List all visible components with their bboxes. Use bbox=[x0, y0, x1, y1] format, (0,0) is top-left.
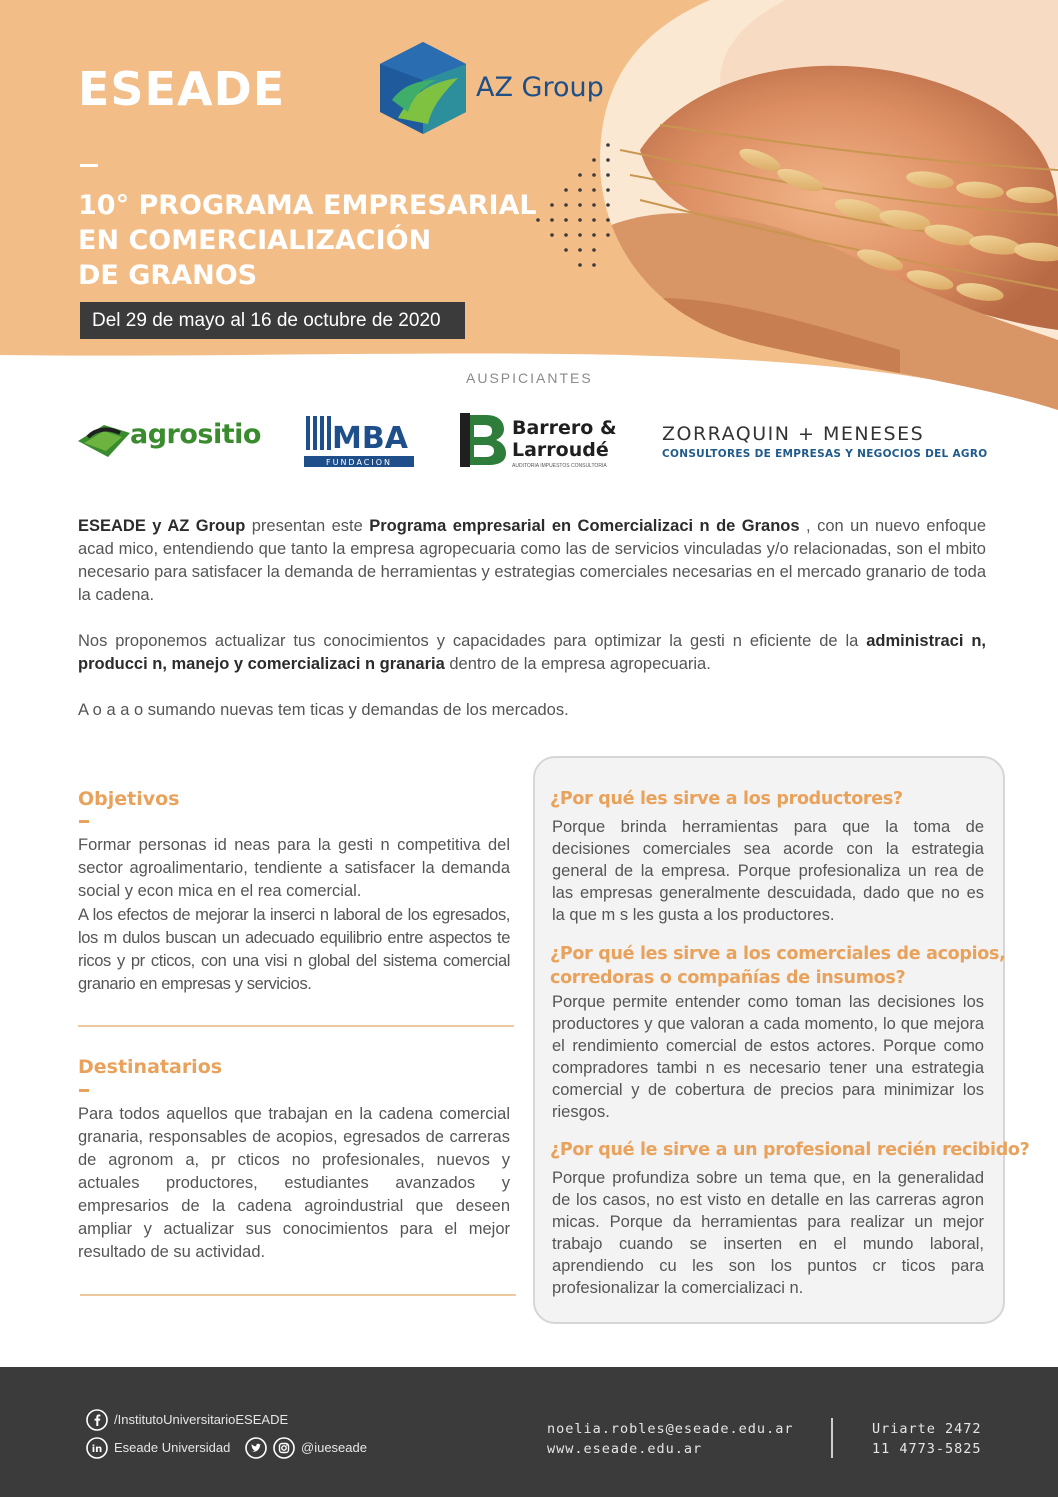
intro-paragraph-2 bbox=[78, 630, 986, 676]
objetivos-heading: Objetivos bbox=[78, 788, 180, 810]
intro-text-2: , con un nuevo enfoque acad mico, entendiendo que tanto la empresa agropecuaria como las de servicios vinculadas y/o relacionadas, son el mbito necesario para satisfacer la demanda de herramientas y estrategias comerciales necesarias en el mercado granario de toda la cadena. bbox=[78, 517, 987, 604]
question-comerciales bbox=[550, 942, 1006, 990]
intro-paragraph-3: A o a a o sumando nuevas tem ticas y demandas de los mercados. bbox=[78, 701, 569, 719]
svg-text:in: in bbox=[91, 1444, 103, 1455]
barrero-line-2: Larroudé bbox=[512, 439, 609, 461]
wheat-photo bbox=[590, 0, 1058, 420]
answer-profesional: Porque profundiza sobre un tema que, en la generalidad de los casos, no est visto en detalle en las carreras agron micas. Porque da herramientas para realizar un mejor trabajo cuando se inserten en el mundo laboral, aprendiendo cu les son los puntos cr ticos para profesionalizar la comercializaci n. bbox=[552, 1169, 984, 1297]
footer-email[interactable]: noelia.robles@eseade.edu.ar bbox=[547, 1421, 794, 1437]
question-profesional: ¿Por qué le sirve a un profesional recién recibido? bbox=[550, 1140, 1030, 1160]
barrero-line-1: Barrero & bbox=[512, 417, 617, 439]
intro-bold-brands: ESEADE y AZ Group bbox=[78, 517, 246, 535]
intro-bold-areas: administraci n, producci n, manejo y comercializaci n granaria bbox=[78, 632, 986, 673]
destinatarios-divider bbox=[80, 1294, 516, 1296]
destinatarios-paragraph: Para todos aquellos que trabajan en la cadena comercial granaria, responsables de acopios, egresados de carreras de agronom a, pr cticos no profesionales, nuevos y actuales productores, estudiantes avanzados y empresarios de la cadena agroindustrial que deseen ampliar y actualizar sus conocimientos para el mejor resultado de su actividad. bbox=[78, 1105, 510, 1261]
program-title bbox=[78, 188, 537, 293]
intro-text-1: presentan este bbox=[245, 517, 370, 535]
intro-paragraph-1 bbox=[78, 515, 986, 607]
intro-text-4: dentro de la empresa agropecuaria. bbox=[444, 655, 711, 673]
instagram-icon[interactable] bbox=[273, 1437, 295, 1459]
title-line-3: DE GRANOS bbox=[78, 260, 258, 291]
barrero-b-icon bbox=[460, 413, 508, 467]
question-productores: ¿Por qué les sirve a los productores? bbox=[550, 789, 903, 809]
footer-address: Uriarte 2472 bbox=[872, 1421, 982, 1437]
mba-logo-mark bbox=[304, 412, 414, 468]
destinatarios-heading: Destinatarios bbox=[78, 1056, 223, 1078]
zorraquin-meneses-logo bbox=[662, 423, 992, 463]
objetivos-dash bbox=[79, 820, 89, 823]
barrero-line-3: AUDITORIA IMPUESTOS CONSULTORIA bbox=[512, 463, 607, 469]
footer-separator bbox=[831, 1418, 833, 1458]
agrositio-logo bbox=[78, 415, 260, 459]
zm-line-1: ZORRAQUIN + MENESES bbox=[662, 423, 925, 445]
question-comerciales-line-2: corredoras o compañías de insumos? bbox=[550, 968, 906, 988]
intro-text-3: Nos proponemos actualizar tus conocimientos y capacidades para optimizar la gesti n eficiente de la bbox=[78, 632, 867, 650]
agrositio-text: agrositio bbox=[130, 419, 261, 450]
eseade-logo: ESEADE bbox=[78, 62, 286, 116]
intro-bold-program: Programa empresarial en Comercializaci n de Granos bbox=[369, 517, 800, 535]
footer-facebook-link[interactable]: /InstitutoUniversitarioESEADE bbox=[114, 1412, 289, 1427]
facebook-icon[interactable] bbox=[86, 1409, 108, 1431]
footer-linkedin-link[interactable]: Eseade Universidad bbox=[114, 1440, 231, 1455]
objetivos-paragraph-1: Formar personas id neas para la gesti n competitiva del sector agroalimentario, tendiente a satisfacer la demanda social y econ mica en el rea comercial. bbox=[78, 836, 510, 900]
footer-social-handle[interactable]: @iueseade bbox=[301, 1440, 367, 1455]
answer-productores: Porque brinda herramientas para que la toma de decisiones comerciales sea acorde con la estrategia general de la empresa. Porque profesionaliza un rea de las empresas generalmente descuidada, dado que no es la que m s les gusta a los productores. bbox=[552, 818, 984, 924]
objetivos-paragraph-2: A los efectos de mejorar la inserci n laboral de los egresados, los m dulos buscan un adecuado equilibrio entre aspectos te ricos y pr cticos, con una visi n global del sistema comercial granario en empresas y servicios. bbox=[78, 906, 510, 993]
linkedin-icon[interactable] bbox=[86, 1437, 108, 1459]
objetivos-divider bbox=[78, 1025, 514, 1027]
title-line-1: 10° PROGRAMA EMPRESARIAL bbox=[78, 190, 537, 221]
sponsors-label: AUSPICIANTES bbox=[466, 370, 593, 386]
mba-sub-text: FUNDACION bbox=[325, 458, 393, 467]
question-comerciales-line-1: ¿Por qué les sirve a los comerciales de acopios, bbox=[550, 944, 1006, 964]
footer-website[interactable]: www.eseade.edu.ar bbox=[547, 1441, 703, 1457]
mba-text: MBA bbox=[332, 421, 408, 456]
date-badge: Del 29 de mayo al 16 de octubre de 2020 bbox=[80, 302, 465, 339]
twitter-icon[interactable] bbox=[245, 1437, 267, 1459]
title-line-2: EN COMERCIALIZACIÓN bbox=[78, 225, 432, 256]
destinatarios-dash bbox=[79, 1089, 89, 1092]
barrero-larroude-logo bbox=[460, 413, 620, 469]
mba-fundacion-logo bbox=[304, 412, 414, 468]
zm-line-2: CONSULTORES DE EMPRESAS Y NEGOCIOS DEL AGRO bbox=[662, 448, 988, 460]
footer-phone[interactable]: 11 4773-5825 bbox=[872, 1441, 982, 1457]
answer-comerciales: Porque permite entender como toman las decisiones los productores y que valoran a cada momento, lo que mejora el rendimiento comercial de estos actores. Porque como compradores tambi n es necesario tener una estrategia comercial y de cobertura de precios para minimizar los riesgos. bbox=[552, 993, 984, 1121]
title-dash bbox=[80, 164, 98, 167]
intro-text bbox=[78, 515, 986, 745]
az-group-logo-text: AZ Group bbox=[476, 72, 604, 103]
handshake-icon bbox=[78, 419, 130, 459]
